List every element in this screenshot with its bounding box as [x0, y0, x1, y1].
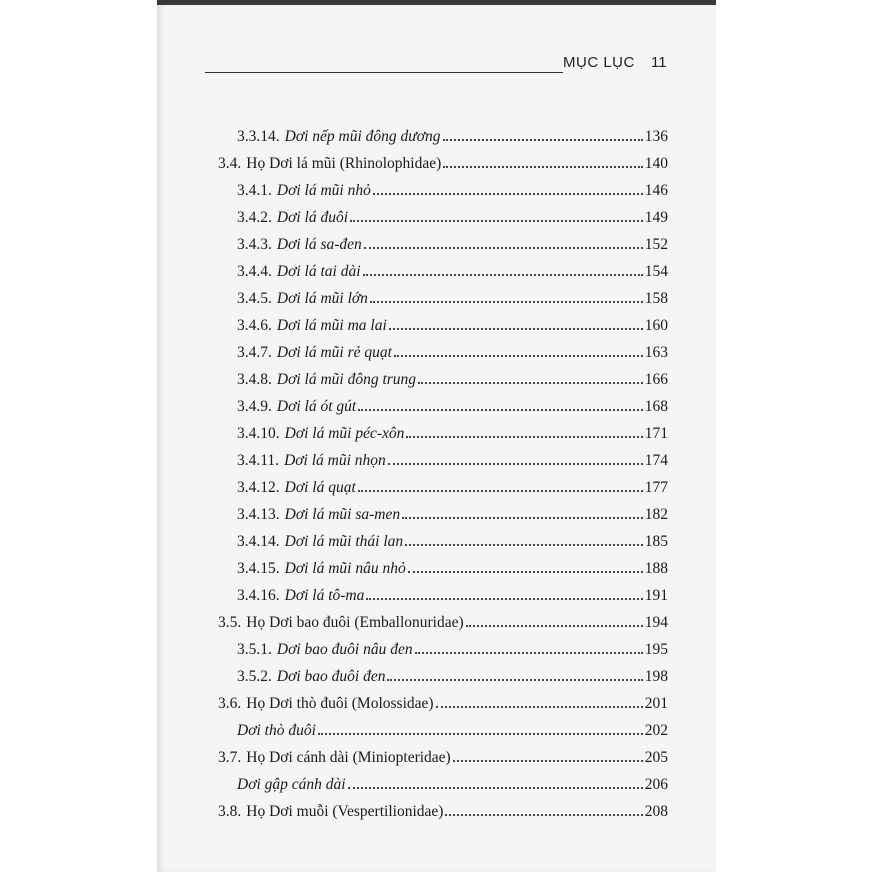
toc-entry-number: 3.4.16.: [237, 587, 280, 604]
toc-entry-page: 174: [644, 452, 668, 469]
toc-entry-number: 3.4.11.: [237, 452, 280, 469]
toc-entry: [0, 417, 872, 443]
toc-entry: [0, 525, 872, 551]
toc-entry-page: 205: [644, 749, 668, 766]
dot-leader: [402, 517, 643, 519]
dot-leader: [418, 382, 643, 384]
toc-entry-number: 3.5.1.: [237, 641, 272, 658]
dot-leader: [318, 733, 643, 735]
toc-entry-number: 3.4.15.: [237, 560, 280, 577]
toc-entry: [0, 471, 872, 497]
toc-entry-title: Dơi lá mũi nhọn: [284, 452, 386, 469]
toc-entry-title: Họ Dơi lá mũi (Rhinolophidae): [246, 155, 442, 172]
toc-entry-number: 3.5.2.: [237, 668, 272, 685]
dot-leader: [364, 247, 643, 249]
toc-entry-number: 3.5.: [218, 614, 242, 631]
toc-entry: [0, 579, 872, 605]
toc-entry: [0, 228, 872, 254]
toc-entry-number: 3.4.1.: [237, 182, 272, 199]
toc-entry-title: Dơi lá mũi nâu nhỏ: [284, 560, 406, 577]
toc-entry-page: 195: [644, 641, 668, 658]
toc-entry-page: 191: [644, 587, 668, 604]
toc-entry-page: 208: [644, 803, 668, 820]
toc-entry-page: 201: [644, 695, 668, 712]
toc-entry-title: Dơi lá tai dài: [276, 263, 361, 280]
toc-entry-title: Họ Dơi cánh dài (Miniopteridae): [246, 749, 451, 766]
toc-entry-number: 3.4.5.: [237, 290, 272, 307]
toc-entry-title: Dơi lá quạt: [284, 479, 356, 496]
toc-entry-number: 3.4.13.: [237, 506, 280, 523]
toc-entry-number: 3.4.7.: [237, 344, 272, 361]
dot-leader: [408, 571, 643, 573]
toc-entry: [0, 795, 872, 821]
toc-entry-number: 3.4.3.: [237, 236, 272, 253]
toc-entry: [0, 687, 872, 713]
toc-entry-number: 3.4.4.: [237, 263, 272, 280]
toc-entry-page: 154: [644, 263, 668, 280]
toc-entry: [0, 606, 872, 632]
toc-entry-page: 149: [644, 209, 668, 226]
dot-leader: [373, 193, 643, 195]
dot-leader: [405, 544, 643, 546]
dot-leader: [350, 220, 643, 222]
dot-leader: [387, 679, 642, 681]
toc-entry: [0, 633, 872, 659]
toc-entry-page: 202: [644, 722, 668, 739]
toc-entry: [0, 741, 872, 767]
dot-leader: [358, 490, 643, 492]
toc-entry-title: Dơi lá mũi rẻ quạt: [276, 344, 392, 361]
toc-entry-page: 177: [644, 479, 668, 496]
toc-entry-number: 3.8.: [218, 803, 242, 820]
toc-entry-page: 160: [644, 317, 668, 334]
toc-entry: [0, 498, 872, 524]
toc-entry-page: 182: [644, 506, 668, 523]
toc-entry-title: Dơi lá tô-ma: [284, 587, 365, 604]
toc-entry-title: Dơi lá mũi sa-men: [284, 506, 401, 523]
toc-entry-number: 3.3.14.: [237, 128, 280, 145]
toc-entry-page: 140: [644, 155, 668, 172]
dot-leader: [443, 166, 642, 168]
dot-leader: [363, 274, 643, 276]
toc-entry-page: 194: [644, 614, 668, 631]
toc-entry-title: Dơi bao đuôi nâu đen: [276, 641, 413, 658]
toc-entry: [0, 444, 872, 470]
dot-leader: [415, 652, 643, 654]
toc-entry-page: 206: [644, 776, 668, 793]
toc-entry-title: Dơi lá mũi lớn: [276, 290, 368, 307]
toc-entry-page: 198: [644, 668, 668, 685]
toc-entry-title: Dơi bao đuôi đen: [276, 668, 386, 685]
toc-entry-page: 185: [644, 533, 668, 550]
toc-entry-title: Dơi thò đuôi: [237, 722, 316, 739]
dot-leader: [406, 436, 642, 438]
toc-entry-title: Dơi lá ót gút: [276, 398, 357, 415]
dot-leader: [394, 355, 643, 357]
toc-entry: [0, 120, 872, 146]
dot-leader: [388, 463, 643, 465]
toc-entry-title: Dơi lá đuôi: [276, 209, 349, 226]
toc-entry-title: Họ Dơi thò đuôi (Molossidae): [246, 695, 434, 712]
toc-entry-number: 3.6.: [218, 695, 242, 712]
toc-entry: [0, 660, 872, 686]
running-head-page-number: 11: [651, 54, 667, 71]
toc-entry-title: Họ Dơi muỗi (Vespertilionidae): [246, 803, 444, 820]
toc-entry-title: Dơi lá sa-đen: [276, 236, 362, 253]
toc-entry: [0, 147, 872, 173]
toc-entry: [0, 714, 872, 740]
toc-entry-number: 3.4.12.: [237, 479, 280, 496]
toc-entry-page: 171: [644, 425, 668, 442]
toc-entry: [0, 552, 872, 578]
toc-entry-page: 168: [644, 398, 668, 415]
toc-entry-page: 146: [644, 182, 668, 199]
toc-entry-title: Họ Dơi bao đuôi (Emballonuridae): [246, 614, 464, 631]
toc-entry: [0, 174, 872, 200]
toc-entry-page: 166: [644, 371, 668, 388]
toc-entry-page: 158: [644, 290, 668, 307]
dot-leader: [453, 760, 643, 762]
dot-leader: [443, 139, 643, 141]
toc-entry-number: 3.4.9.: [237, 398, 272, 415]
dot-leader: [358, 409, 643, 411]
toc-entry-page: 152: [644, 236, 668, 253]
toc-entry-page: 136: [644, 128, 668, 145]
toc-entry-page: 163: [644, 344, 668, 361]
toc-entry-page: 188: [644, 560, 668, 577]
dot-leader: [366, 598, 642, 600]
toc-entry-title: Dơi lá mũi thái lan: [284, 533, 404, 550]
toc-entry-number: 3.4.14.: [237, 533, 280, 550]
dot-leader: [436, 706, 643, 708]
dot-leader: [466, 625, 643, 627]
toc-entry-number: 3.7.: [218, 749, 242, 766]
toc-entry-number: 3.4.6.: [237, 317, 272, 334]
toc-entry-title: Dơi gập cánh dài: [237, 776, 346, 793]
toc-entry-number: 3.4.8.: [237, 371, 272, 388]
toc-entry-title: Dơi lá mũi ma lai: [276, 317, 387, 334]
toc-entry: [0, 282, 872, 308]
toc-entry-number: 3.4.: [218, 155, 242, 172]
toc-entry: [0, 309, 872, 335]
toc-entry-title: Dơi lá mũi péc-xôn: [284, 425, 405, 442]
toc-entry-number: 3.4.2.: [237, 209, 272, 226]
toc-entry-title: Dơi nếp mũi đông dương: [284, 128, 441, 145]
toc-entry-title: Dơi lá mũi đông trung: [276, 371, 417, 388]
running-head-title: MỤC LỤC: [563, 54, 635, 71]
toc-entry: [0, 363, 872, 389]
toc-entry: [0, 255, 872, 281]
toc-entry: [0, 201, 872, 227]
toc-entry: [0, 336, 872, 362]
toc-entry: [0, 390, 872, 416]
toc-entry-number: 3.4.10.: [237, 425, 280, 442]
dot-leader: [445, 814, 642, 816]
dot-leader: [370, 301, 643, 303]
dot-leader: [389, 328, 643, 330]
dot-leader: [348, 787, 643, 789]
toc-entry-title: Dơi lá mũi nhỏ: [276, 182, 371, 199]
toc-entry: [0, 768, 872, 794]
